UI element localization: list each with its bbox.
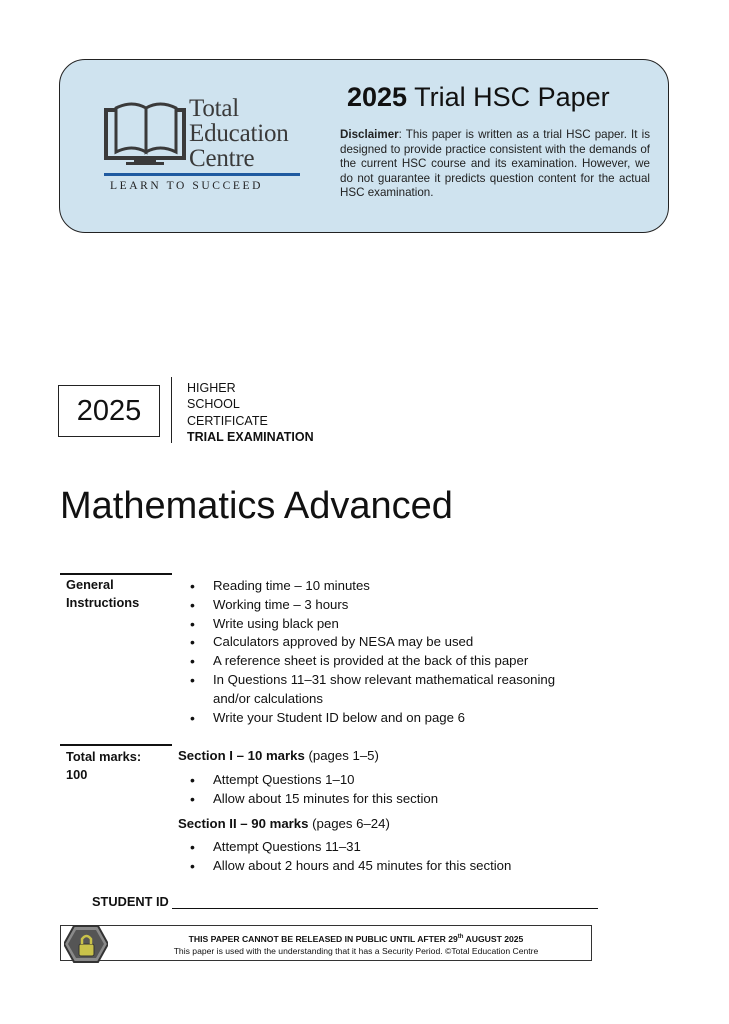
padlock-shield-icon [64,924,108,964]
total-marks-line1: Total marks: [66,749,142,764]
brand-name [189,96,289,171]
student-id-label: STUDENT ID [92,894,169,909]
disclaimer [340,128,650,201]
instruction-item: • Reading time – 10 minutes [190,577,590,596]
general-instructions-list [190,577,590,727]
release-notice-post: AUGUST 2025 [463,933,524,944]
trial-paper-title [347,82,610,113]
section-2-title: Section II – 90 marks [178,816,309,831]
tec-logo [104,96,304,196]
hsc-line-higher: HIGHER [187,381,236,395]
trial-title-year: 2025 [347,82,408,112]
section-2-list [190,838,590,876]
general-label-line2: Instructions [66,595,140,610]
release-notice-pre: THIS PAPER CANNOT BE RELEASED IN PUBLIC UNTIL AFTER 29 [188,933,458,944]
section-2-item: • Attempt Questions 11–31 [190,838,590,857]
subject-title: Mathematics Advanced [60,485,453,527]
section-2-pages: (pages 6–24) [308,816,390,831]
section-1-heading [178,748,379,763]
trial-examination-label: TRIAL EXAMINATION [187,430,314,445]
section-1-title: Section I – 10 marks [178,748,305,763]
hsc-heading [187,380,314,446]
security-footer [60,925,592,961]
logo-rule [104,173,300,176]
trial-title-rest: Trial HSC Paper [407,82,610,112]
section-2-item: • Allow about 2 hours and 45 minutes for this section [190,857,590,876]
exam-year: 2025 [76,394,142,427]
logo-tagline: LEARN TO SUCCEED [110,180,263,192]
instruction-item: • A reference sheet is provided at the back of this paper [190,652,590,671]
instruction-item: • In Questions 11–31 show relevant mathematical reasoning and/or calculations [190,671,590,709]
brand-line-3: Centre [189,145,255,172]
hsc-divider [171,377,172,443]
instruction-item: • Working time – 3 hours [190,596,590,615]
brand-line-2: Education [189,120,289,147]
brand-line-1: Total [189,95,240,122]
student-id-field[interactable] [172,908,598,909]
section-1-item: • Allow about 15 minutes for this section [190,790,590,809]
security-period-notice: This paper is used with the understanding that it has a Security Period. ©Total Education Centre [173,945,539,956]
disclaimer-label: Disclaimer [340,128,399,141]
general-rule [60,573,172,575]
general-instructions-label [66,576,139,612]
instruction-item: • Write your Student ID below and on page 6 [190,709,590,728]
total-marks-label [66,748,141,784]
section-2-heading [178,816,390,831]
release-notice-sup: th [457,934,464,940]
hsc-line-certificate: CERTIFICATE [187,413,268,428]
section-1-pages: (pages 1–5) [304,748,379,763]
section-1-item: • Attempt Questions 1–10 [190,771,590,790]
instruction-item: • Write using black pen [190,615,590,634]
total-marks-line2: 100 [66,767,88,782]
marks-rule [60,744,172,746]
section-1-list [190,771,590,809]
instruction-item: • Calculators approved by NESA may be used [190,633,590,652]
open-book-on-monitor-icon [104,96,188,166]
footer-text [121,931,591,957]
disclaimer-text: : This paper is written as a trial HSC paper. It is designed to provide practice consistent with the demands of the current HSC course and its examination. However, we do not guarantee it predicts question content for the actual HSC examination. [340,128,650,200]
general-label-line1: General [66,577,114,592]
release-notice [121,931,591,945]
hsc-line-school: SCHOOL [187,397,240,412]
exam-year-box [58,385,160,437]
